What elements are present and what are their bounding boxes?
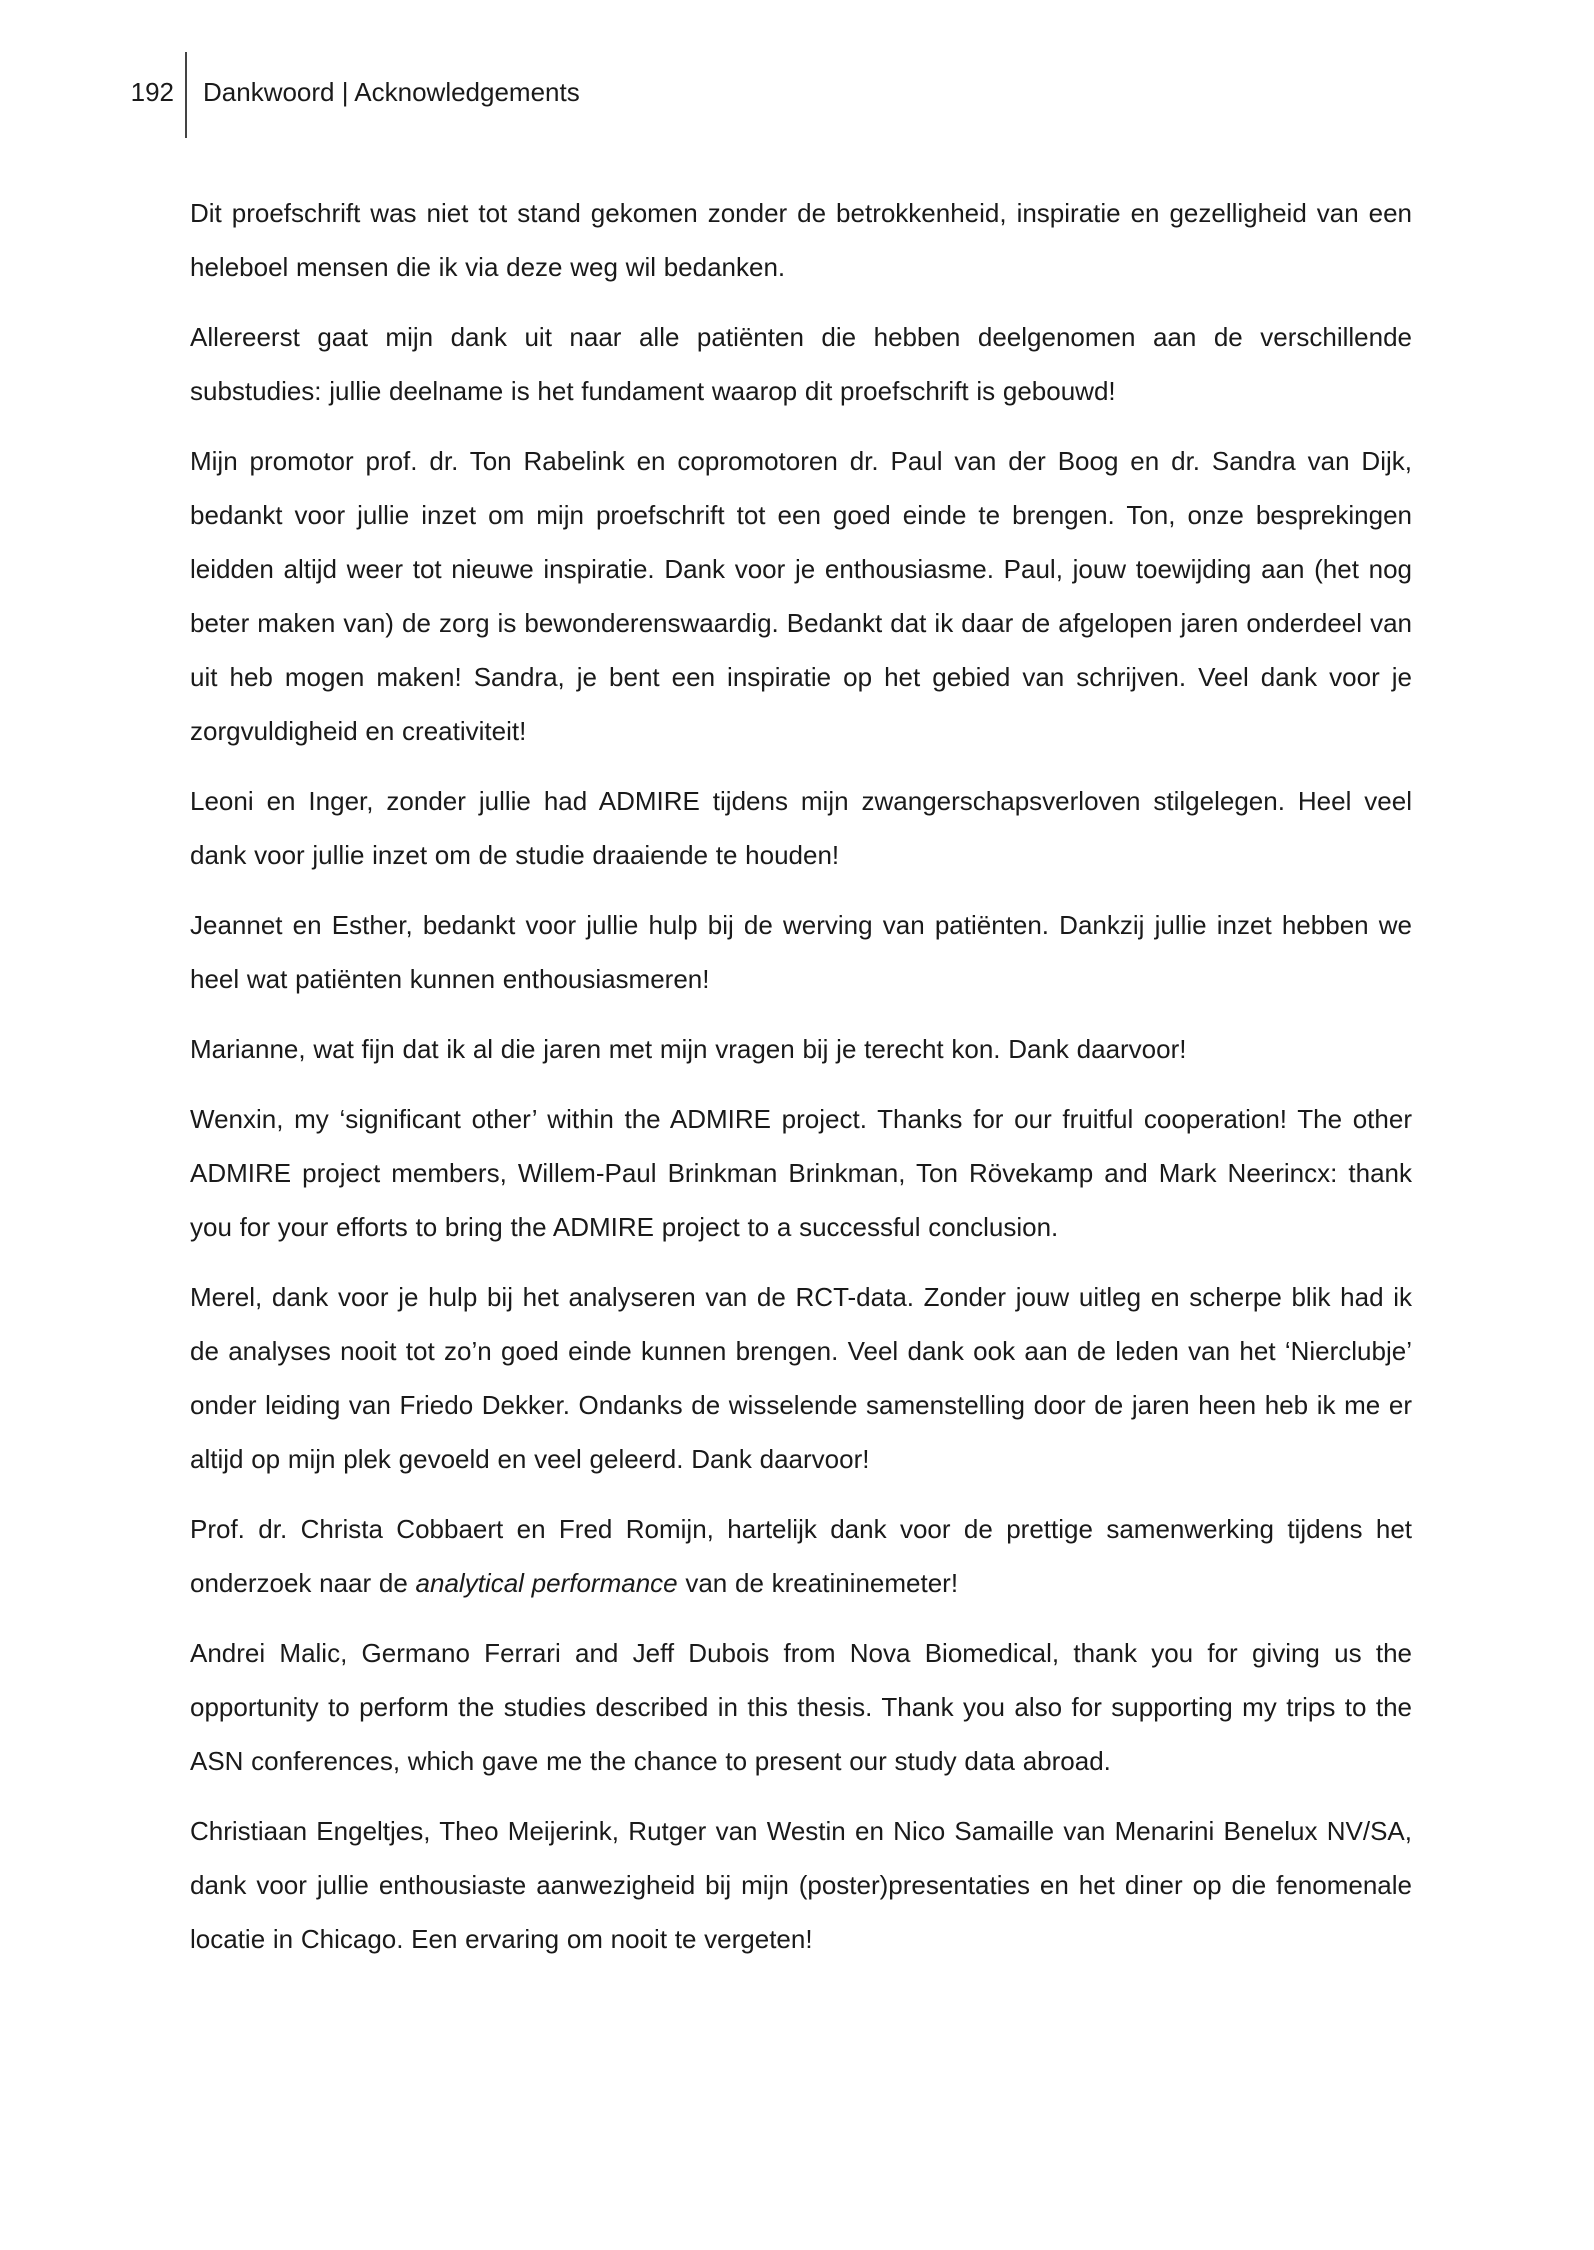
paragraph-menarini: Christiaan Engeltjes, Theo Meijerink, Rutger van Westin en Nico Samaille van Menarini Benelux NV/SA, dank voor jullie enthousiaste aanwezigheid bij mijn (poster)presentaties en het diner op die fenomenale locatie in Chicago. Een ervaring om nooit te vergeten! (190, 1816, 1412, 1954)
acknowledgements-body (190, 186, 1412, 1982)
paragraph-intro: Dit proefschrift was niet tot stand gekomen zonder de betrokkenheid, inspiratie en gezelligheid van een heleboel mensen die ik via deze weg wil bedanken. (190, 198, 1412, 282)
page-number: 192 (130, 77, 174, 107)
page-header (0, 52, 1594, 138)
paragraph-cobbaert-emphasis: analytical performance (415, 1568, 678, 1598)
paragraph-marianne: Marianne, wat fijn dat ik al die jaren met mijn vragen bij je terecht kon. Dank daarvoor! (190, 1034, 1187, 1064)
paragraph-jeannet-esther: Jeannet en Esther, bedankt voor jullie hulp bij de werving van patiënten. Dankzij jullie inzet hebben we heel wat patiënten kunnen enthousiasmeren! (190, 910, 1412, 994)
paragraph-promotors: Mijn promotor prof. dr. Ton Rabelink en copromotoren dr. Paul van der Boog en dr. Sandra van Dijk, bedankt voor jullie inzet om mijn proefschrift tot een goed einde te brengen. Ton, onze besprekingen leidden altijd weer tot nieuwe inspiratie. Dank voor je enthousiasme. Paul, jouw toewijding aan (het nog beter maken van) de zorg is bewonderenswaardig. Bedankt dat ik daar de afgelopen jaren onderdeel van uit heb mogen maken! Sandra, je bent een inspiratie op het gebied van schrijven. Veel dank voor je zorgvuldigheid en creativiteit! (190, 446, 1412, 746)
paragraph-cobbaert-after: van de kreatininemeter! (677, 1568, 959, 1598)
paragraph-cobbaert (190, 1502, 1412, 1610)
paragraph-cobbaert-before: Prof. dr. Christa Cobbaert en Fred Romijn, hartelijk dank voor de prettige samenwerking tijdens het onderzoek naar de (190, 1514, 1412, 1598)
paragraph-patients: Allereerst gaat mijn dank uit naar alle patiënten die hebben deelgenomen aan de verschillende substudies: jullie deelname is het fundament waarop dit proefschrift is gebouwd! (190, 322, 1412, 406)
paragraph-merel: Merel, dank voor je hulp bij het analyseren van de RCT-data. Zonder jouw uitleg en scherpe blik had ik de analyses nooit tot zo’n goed einde kunnen brengen. Veel dank ook aan de leden van het ‘Nierclubje’ onder leiding van Friedo Dekker. Ondanks de wisselende samenstelling door de jaren heen heb ik me er altijd op mijn plek gevoeld en veel geleerd. Dank daarvoor! (190, 1282, 1412, 1474)
paragraph-wenxin: Wenxin, my ‘significant other’ within the ADMIRE project. Thanks for our fruitful cooperation! The other ADMIRE project members, Willem-Paul Brinkman Brinkman, Ton Rövekamp and Mark Neerincx: thank you for your efforts to bring the ADMIRE project to a successful conclusion. (190, 1104, 1412, 1242)
paragraph-nova-biomedical: Andrei Malic, Germano Ferrari and Jeff Dubois from Nova Biomedical, thank you for giving us the opportunity to perform the studies described in this thesis. Thank you also for supporting my trips to the ASN conferences, which gave me the chance to present our study data abroad. (190, 1638, 1412, 1776)
paragraph-leoni-inger: Leoni en Inger, zonder jullie had ADMIRE tijdens mijn zwangerschapsverloven stilgelegen. Heel veel dank voor jullie inzet om de studie draaiende te houden! (190, 786, 1412, 870)
header-divider (185, 52, 187, 138)
running-title: Dankwoord | Acknowledgements (203, 77, 580, 107)
